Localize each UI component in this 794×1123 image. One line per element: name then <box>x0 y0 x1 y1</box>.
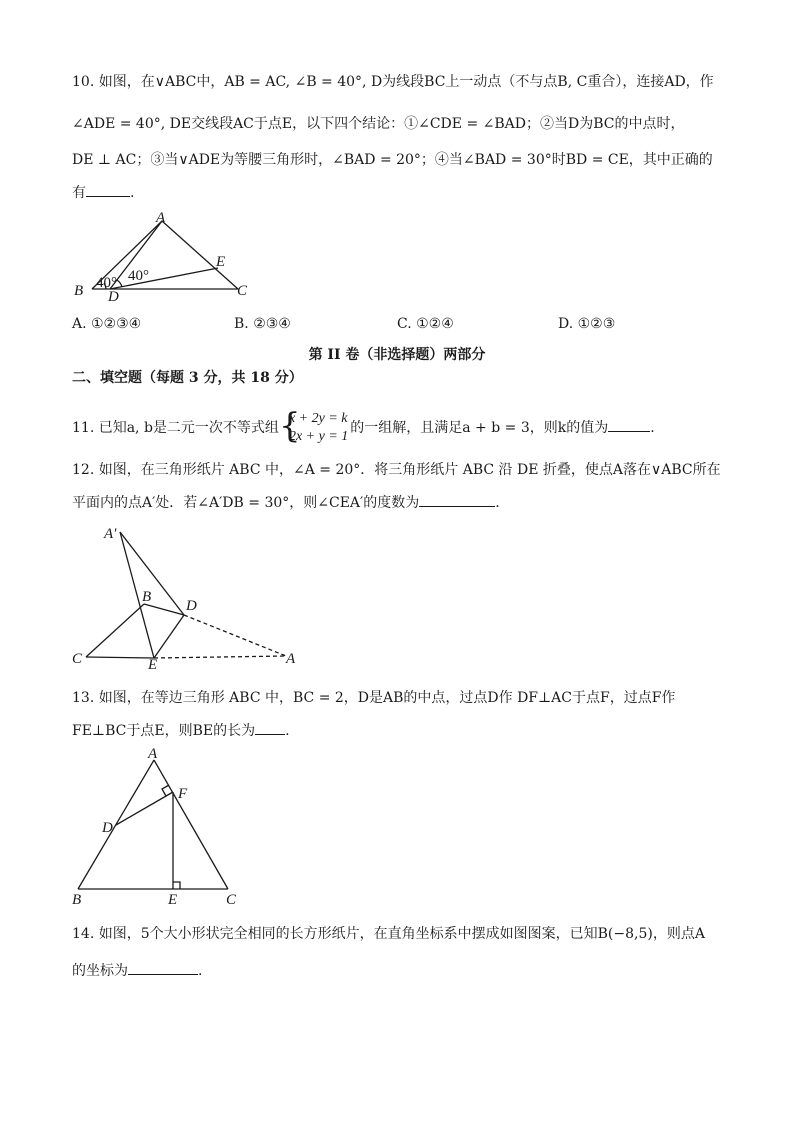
answer-blank <box>86 182 130 197</box>
right-angle-mark-e <box>173 882 180 889</box>
q14-line-2: 的坐标为 . <box>72 960 202 981</box>
point-b-label: B <box>72 892 82 908</box>
point-c-label: C <box>72 651 83 667</box>
q10-line-2: ∠ADE = 40°, DE交线段AC于点E，以下四个结论：①∠CDE = ∠BAD；②当D为BC的中点时， <box>72 116 685 132</box>
q11-suffix: 的一组解，且满足a + b = 3，则k的值为 <box>350 420 609 436</box>
answer-blank <box>128 960 198 975</box>
section-heading: 二、填空题（每题 3 分，共 18 分） <box>72 370 303 386</box>
point-a1-label: A′ <box>104 526 117 542</box>
point-d-label: D <box>108 289 119 303</box>
q10-figure <box>70 208 260 303</box>
q12-figure <box>66 520 306 670</box>
q13-figure <box>66 746 246 908</box>
option-d: D. ①②③ <box>558 316 616 332</box>
segment-bd <box>144 604 184 615</box>
angle-ade-arc <box>117 280 122 287</box>
segment-ea-dashed <box>154 656 286 658</box>
point-e-label: E <box>168 892 178 908</box>
q14-line-1: 14. 如图，5个大小形状完全相同的长方形纸片，在直角坐标系中摆成如图图案，已知B(−8,5)，则点A <box>72 926 705 942</box>
q12-line-1: 12. 如图，在三角形纸片 ABC 中，∠A = 20°．将三角形纸片 ABC 沿 DE 折叠，使点A落在∨ABC所在 <box>72 462 721 478</box>
point-b-label: B <box>142 589 152 605</box>
option-a: A. ①②③④ <box>72 316 142 332</box>
q10-options <box>72 316 732 336</box>
q10-line-3: DE ⊥ AC；③当∨ADE为等腰三角形时，∠BAD = 20°；④当∠BAD = 30°时BD = CE，其中正确的 <box>72 152 713 168</box>
point-c-label: C <box>226 892 237 908</box>
point-c-label: C <box>237 283 248 299</box>
answer-blank <box>255 720 285 735</box>
q13-line-1: 13. 如图，在等边三角形 ABC 中，BC = 2，D是AB的中点，过点D作 DF⊥AC于点F，过点F作 <box>72 690 676 706</box>
point-f-label: F <box>178 786 188 802</box>
point-b-label: B <box>74 283 84 299</box>
segment-ac <box>162 221 238 289</box>
segment-ed <box>154 615 184 658</box>
equation-1: x + 2y = k <box>288 411 348 426</box>
point-a-label: A <box>156 210 166 226</box>
option-b: B. ②③④ <box>234 316 291 332</box>
q11-prefix: 11. 已知a, b是二元一次不等式组 <box>72 420 279 436</box>
segment-ce <box>86 657 154 658</box>
angle-ade-label: 40° <box>128 268 149 284</box>
segment-cb <box>86 604 144 657</box>
point-d-label: D <box>102 820 113 836</box>
answer-blank <box>419 492 495 507</box>
angle-b-label: 40° <box>96 275 117 291</box>
point-e-label: E <box>148 657 158 670</box>
equation-2: 2x + y = 1 <box>288 429 349 444</box>
answer-blank <box>608 417 650 432</box>
segment-da-dashed <box>184 615 286 656</box>
point-e-label: E <box>216 254 226 270</box>
q10-line-1: 10. 如图，在∨ABC中，AB = AC, ∠B = 40°, D为线段BC上一动点（不与点B, C重合），连接AD，作 <box>72 74 714 90</box>
segment-de <box>110 268 218 289</box>
brace-icon: { <box>278 406 301 446</box>
q10-line-4: 有 . <box>72 182 134 203</box>
q13-line-2: FE⊥BC于点E，则BE的长为 . <box>72 720 290 741</box>
option-c: C. ①②④ <box>397 316 454 332</box>
point-d-label: D <box>186 598 197 614</box>
equation-system <box>278 406 349 446</box>
q11-line: 11. 已知a, b是二元一次不等式组 { x + 2y = k 2x + y = 1 的一组解，且满足a + b = 3，则k的值为 . <box>72 406 655 446</box>
q10-line-4-text: 有 <box>72 185 86 201</box>
segment-df <box>116 792 173 825</box>
section-title: 第 II 卷（非选择题）两部分 <box>308 347 486 363</box>
point-a-label: A <box>148 746 158 762</box>
point-a-label: A <box>286 651 296 667</box>
q12-line-2: 平面内的点A′处．若∠A′DB = 30°，则∠CEA′的度数为 . <box>72 492 500 513</box>
segment-a1-d <box>120 532 184 615</box>
segment-ac <box>154 760 228 889</box>
